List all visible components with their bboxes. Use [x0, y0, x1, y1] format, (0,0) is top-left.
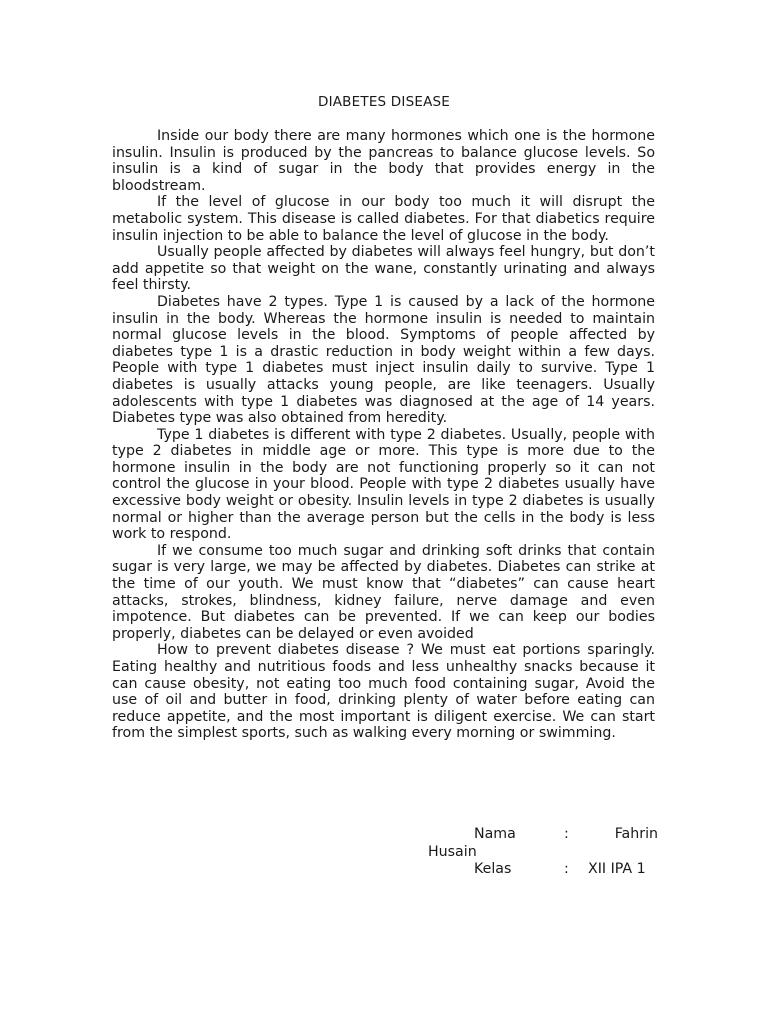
class-label: Kelas	[474, 861, 512, 877]
name-value-first: Fahrin	[614, 826, 658, 842]
signature-block	[428, 826, 658, 879]
class-colon: :	[564, 861, 569, 877]
name-line	[428, 826, 658, 844]
paragraph: Inside our body there are many hormones which one is the hormone insulin. Insulin is produced by the pancreas to balance glucose levels. So insulin is a kind of sugar in the body that provides energy in the bloodstream.	[112, 128, 655, 194]
document-title: DIABETES DISEASE	[317, 94, 451, 110]
paragraph: If the level of glucose in our body too much it will disrupt the metabolic system. This disease is called diabetes. For that diabetics require insulin injection to be able to balance the level of glucose in the body.	[112, 194, 655, 244]
paragraph: Diabetes have 2 types. Type 1 is caused by a lack of the hormone insulin in the body. Whereas the hormone insulin is needed to maintain normal glucose levels in the blood. Symptoms of people affected by diabetes type 1 is a drastic reduction in body weight within a few days. People with type 1 diabetes must inject insulin daily to survive. Type 1 diabetes is usually attacks young people, are like teenagers. Usually adolescents with type 1 diabetes was diagnosed at the age of 14 years. Diabetes type was also obtained from heredity.	[112, 293, 655, 427]
paragraph: If we consume too much sugar and drinking soft drinks that contain sugar is very large, we may be affected by diabetes. Diabetes can strike at the time of our youth. We must know that “diabetes” can cause heart attacks, strokes, blindness, kidney failure, nerve damage and even impotence. But diabetes can be prevented. If we can keep our bodies properly, diabetes can be delayed or even avoided	[112, 542, 655, 642]
name-label: Nama	[474, 826, 516, 842]
name-colon: :	[564, 826, 569, 842]
document-body	[112, 128, 655, 742]
name-value-continuation: Husain	[428, 843, 477, 860]
paragraph: Usually people affected by diabetes will always feel hungry, but don’t add appetite so that weight on the wane, constantly urinating and always feel thirsty.	[112, 244, 655, 294]
class-line	[428, 861, 658, 879]
paragraph: How to prevent diabetes disease ? We must eat portions sparingly. Eating healthy and nutritious foods and less unhealthy snacks because it can cause obesity, not eating too much food containing sugar, Avoid the use of oil and butter in food, drinking plenty of water before eating can reduce appetite, and the most important is diligent exercise. We can start from the simplest sports, such as walking every morning or swimming.	[112, 642, 655, 742]
paragraph: Type 1 diabetes is different with type 2 diabetes. Usually, people with type 2 diabetes in middle age or more. This type is more due to the hormone insulin in the body are not functioning properly so it can not control the glucose in your blood. People with type 2 diabetes usually have excessive body weight or obesity. Insulin levels in type 2 diabetes is usually normal or higher than the average person but the cells in the body is less work to respond.	[112, 426, 655, 543]
class-value: XII IPA 1	[588, 861, 646, 877]
